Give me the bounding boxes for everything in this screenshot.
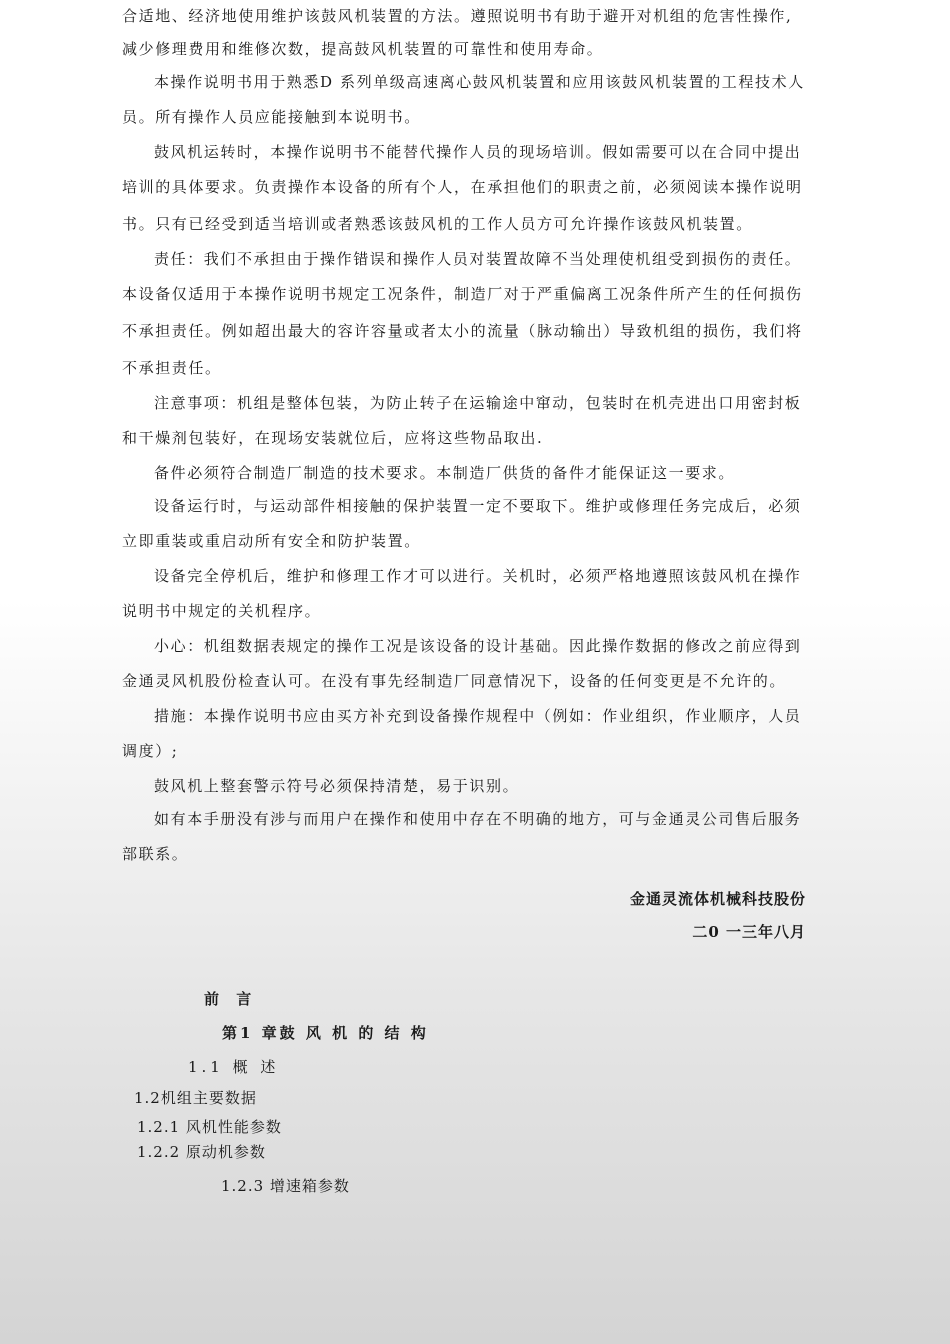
paragraph-line: 责任：我们不承担由于操作错误和操作人员对装置故障不当处理使机组受到损伤的责任。 bbox=[154, 250, 802, 268]
body-text bbox=[122, 0, 806, 873]
paragraph-line: 部联系。 bbox=[122, 845, 189, 863]
paragraph-line: 书。只有已经受到适当培训或者熟悉该鼓风机的工作人员方可允许操作该鼓风机装置。 bbox=[122, 215, 753, 233]
paragraph-line: 小心：机组数据表规定的操作工况是该设备的设计基础。因此操作数据的修改之前应得到 bbox=[154, 637, 802, 655]
paragraph-line: 本设备仅适用于本操作说明书规定工况条件，制造厂对于严重偏离工况条件所产生的任何损伤 bbox=[122, 285, 803, 303]
paragraph-line: 不承担责任。例如超出最大的容许容量或者太小的流量（脉动输出）导致机组的损伤，我们将 bbox=[122, 322, 803, 340]
paragraph-line: 说明书中规定的关机程序。 bbox=[122, 602, 322, 620]
paragraph-line: 本操作说明书用于熟悉D 系列单级高速离心鼓风机装置和应用该鼓风机装置的工程技术人 bbox=[154, 73, 805, 91]
paragraph-line: 措施：本操作说明书应由买方补充到设备操作规程中（例如：作业组织，作业顺序，人员 bbox=[154, 707, 802, 725]
paragraph-line: 如有本手册没有涉与而用户在操作和使用中存在不明确的地方，可与金通灵公司售后服务 bbox=[154, 810, 802, 828]
toc-section-1-2-2: 1.2.2 原动机参数 bbox=[137, 1143, 266, 1161]
paragraph-line: 立即重装或重启动所有安全和防护装置。 bbox=[122, 532, 421, 550]
paragraph-line: 金通灵风机股份检查认可。在没有事先经制造厂同意情况下，设备的任何变更是不允许的。 bbox=[122, 672, 787, 690]
paragraph-line: 和干燥剂包装好，在现场安装就位后，应将这些物品取出. bbox=[122, 429, 544, 447]
paragraph-line: 减少修理费用和维修次数，提高鼓风机装置的可靠性和使用寿命。 bbox=[122, 40, 604, 58]
toc-section-1-1: 1.1 概 述 bbox=[188, 1058, 280, 1076]
toc-chapter-1: 第1 章鼓 风 机 的 结 构 bbox=[222, 1024, 429, 1042]
signature-date: 二0 一三年八月 bbox=[692, 923, 806, 941]
toc-section-1-2: 1.2机组主要数据 bbox=[134, 1089, 257, 1107]
toc-section-1-2-3: 1.2.3 增速箱参数 bbox=[221, 1177, 350, 1195]
paragraph-line: 员。所有操作人员应能接触到本说明书。 bbox=[122, 108, 421, 126]
paragraph-line: 设备完全停机后，维护和修理工作才可以进行。关机时，必须严格地遵照该鼓风机在操作 bbox=[154, 567, 802, 585]
paragraph-line: 注意事项：机组是整体包装，为防止转子在运输途中窜动，包装时在机壳进出口用密封板 bbox=[154, 394, 802, 412]
paragraph-line: 设备运行时，与运动部件相接触的保护装置一定不要取下。维护或修理任务完成后，必须 bbox=[154, 497, 802, 515]
signature-company: 金通灵流体机械科技股份 bbox=[629, 890, 806, 908]
toc-section-1-2-1: 1.2.1 风机性能参数 bbox=[137, 1118, 282, 1136]
paragraph-line: 调度）; bbox=[122, 742, 179, 760]
paragraph-line: 培训的具体要求。负责操作本设备的所有个人，在承担他们的职责之前，必须阅读本操作说明 bbox=[122, 178, 803, 196]
paragraph-line: 备件必须符合制造厂制造的技术要求。本制造厂供货的备件才能保证这一要求。 bbox=[154, 464, 736, 482]
paragraph-line: 鼓风机上整套警示符号必须保持清楚，易于识别。 bbox=[154, 777, 520, 795]
paragraph-line: 鼓风机运转时，本操作说明书不能替代操作人员的现场培训。假如需要可以在合同中提出 bbox=[154, 143, 802, 161]
paragraph-line: 合适地、经济地使用维护该鼓风机装置的方法。遵照说明书有助于避开对机组的危害性操作, bbox=[122, 7, 793, 25]
toc-preface: 前 言 bbox=[204, 990, 258, 1008]
paragraph-line: 不承担责任。 bbox=[122, 359, 222, 377]
